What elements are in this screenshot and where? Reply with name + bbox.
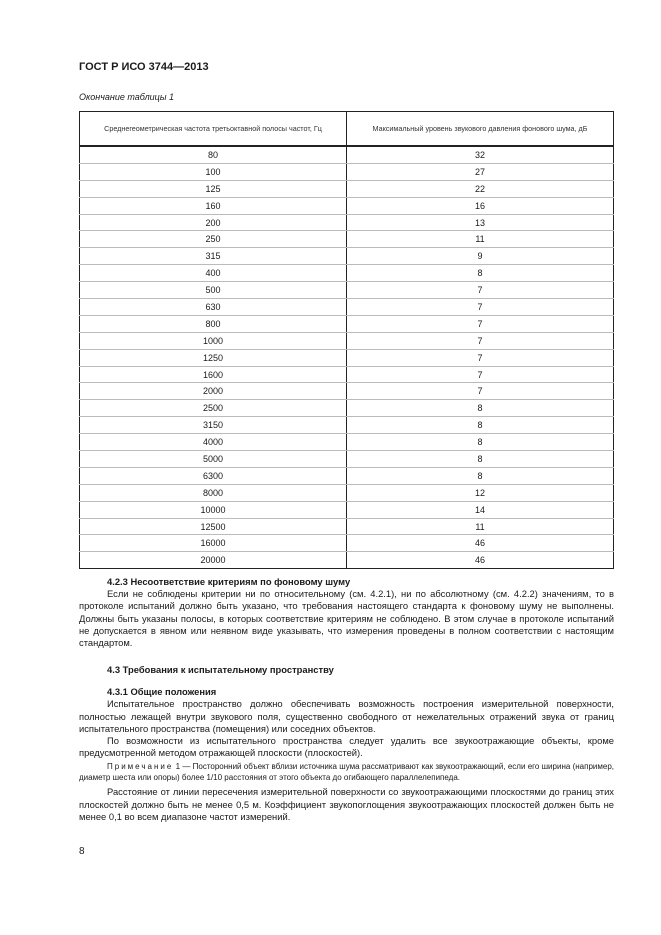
cell-level: 7: [347, 349, 614, 366]
cell-frequency: 100: [80, 163, 347, 180]
cell-level: 32: [347, 146, 614, 163]
cell-frequency: 5000: [80, 451, 347, 468]
table-row: [80, 518, 614, 535]
cell-level: 8: [347, 434, 614, 451]
table-row: [80, 451, 614, 468]
cell-level: 22: [347, 180, 614, 197]
col-header-level: Максимальный уровень звукового давления фонового шума, дБ: [347, 112, 614, 147]
table-row: [80, 552, 614, 569]
cell-level: 7: [347, 383, 614, 400]
cell-frequency: 16000: [80, 535, 347, 552]
cell-frequency: 1600: [80, 366, 347, 383]
table-row: [80, 467, 614, 484]
table-row: [80, 197, 614, 214]
cell-frequency: 6300: [80, 467, 347, 484]
cell-level: 16: [347, 197, 614, 214]
cell-level: 7: [347, 315, 614, 332]
cell-frequency: 630: [80, 299, 347, 316]
table-row: [80, 146, 614, 163]
cell-frequency: 500: [80, 282, 347, 299]
cell-frequency: 2000: [80, 383, 347, 400]
table-row: [80, 417, 614, 434]
cell-frequency: 315: [80, 248, 347, 265]
cell-level: 8: [347, 467, 614, 484]
table-row: [80, 501, 614, 518]
cell-frequency: 400: [80, 265, 347, 282]
table-row: [80, 332, 614, 349]
paragraph: Расстояние от линии пересечения измерительной поверхности со звукоотражающими плоскостями до границ этих плоскостей должно быть не менее 0,5 м. Коэффициент звукопоглощения звукоотражающих плоскостей должен быть не менее 0,1 во всем диапазоне частот измерений.: [79, 786, 614, 822]
cell-frequency: 4000: [80, 434, 347, 451]
frequency-table: [79, 111, 614, 569]
cell-level: 9: [347, 248, 614, 265]
cell-frequency: 200: [80, 214, 347, 231]
cell-level: 11: [347, 518, 614, 535]
note-label: Примечание: [107, 762, 174, 772]
section-heading: 4.3 Требования к испытательному пространству: [107, 664, 334, 675]
table-row: [80, 383, 614, 400]
table-caption: Окончание таблицы 1: [79, 92, 174, 102]
table-row: [80, 180, 614, 197]
table-row: [80, 163, 614, 180]
cell-frequency: 1000: [80, 332, 347, 349]
note-text: 1 — Посторонний объект вблизи источника шума рассматривают как звукоотражающий, если его ширина (например, диаметр шеста или опоры) более 1/10 расстояния от этого объекта до огибающего параллелепипеда.: [79, 762, 614, 782]
table-row: [80, 265, 614, 282]
table-row: [80, 434, 614, 451]
section-heading: 4.2.3 Несоответствие критериям по фоновому шуму: [107, 576, 351, 587]
table-row: [80, 535, 614, 552]
cell-level: 8: [347, 451, 614, 468]
table-row: [80, 484, 614, 501]
col-header-frequency: Среднегеометрическая частота третьоктавной полосы частот, Гц: [80, 112, 347, 147]
table-row: [80, 248, 614, 265]
cell-level: 8: [347, 417, 614, 434]
cell-level: 7: [347, 332, 614, 349]
cell-frequency: 20000: [80, 552, 347, 569]
cell-frequency: 3150: [80, 417, 347, 434]
table-row: [80, 214, 614, 231]
document-header: ГОСТ Р ИСО 3744—2013: [79, 61, 209, 73]
cell-level: 8: [347, 400, 614, 417]
cell-frequency: 160: [80, 197, 347, 214]
table-row: [80, 231, 614, 248]
cell-frequency: 10000: [80, 501, 347, 518]
cell-level: 46: [347, 552, 614, 569]
cell-frequency: 125: [80, 180, 347, 197]
note: [79, 762, 614, 783]
table-row: [80, 315, 614, 332]
cell-frequency: 800: [80, 315, 347, 332]
table-row: [80, 400, 614, 417]
cell-level: 46: [347, 535, 614, 552]
table-row: [80, 366, 614, 383]
paragraph: По возможности из испытательного пространства следует удалить все звукоотражающие объекты, кроме предусмотренной методом отражающей плоскости (плоскостей).: [79, 735, 614, 759]
cell-frequency: 2500: [80, 400, 347, 417]
table-row: [80, 282, 614, 299]
cell-level: 27: [347, 163, 614, 180]
cell-level: 12: [347, 484, 614, 501]
paragraph: Если не соблюдены критерии ни по относительному (см. 4.2.1), ни по абсолютному (см. 4.2.2) значениям, то в протоколе испытаний должно быть указано, что требования настоящего стандарта к фоновому шуму не выполнены. Должны быть указаны полосы, в которых соответствие критериям не соблюдено. В этом случае в протоколе испытаний не допускается в явном или неявном виде указывать, что измерения проведены в полном соответствии с настоящим стандартом.: [79, 588, 614, 649]
section-4-2-3: [79, 576, 614, 649]
cell-level: 13: [347, 214, 614, 231]
cell-level: 7: [347, 299, 614, 316]
section-4-3: [79, 664, 614, 823]
cell-frequency: 250: [80, 231, 347, 248]
cell-frequency: 12500: [80, 518, 347, 535]
paragraph: Испытательное пространство должно обеспечивать возможность построения измерительной поверхности, полностью лежащей внутри звукового поля, существенно свободного от нежелательных отражений звука от границ испытательного пространства (помещения) или соседних объектов.: [79, 698, 614, 734]
cell-level: 11: [347, 231, 614, 248]
cell-frequency: 8000: [80, 484, 347, 501]
cell-level: 7: [347, 366, 614, 383]
table-row: [80, 299, 614, 316]
cell-frequency: 80: [80, 146, 347, 163]
cell-level: 7: [347, 282, 614, 299]
cell-frequency: 1250: [80, 349, 347, 366]
table-row: [80, 349, 614, 366]
page-number: 8: [79, 846, 85, 857]
cell-level: 14: [347, 501, 614, 518]
cell-level: 8: [347, 265, 614, 282]
subsection-heading: 4.3.1 Общие положения: [107, 686, 217, 698]
